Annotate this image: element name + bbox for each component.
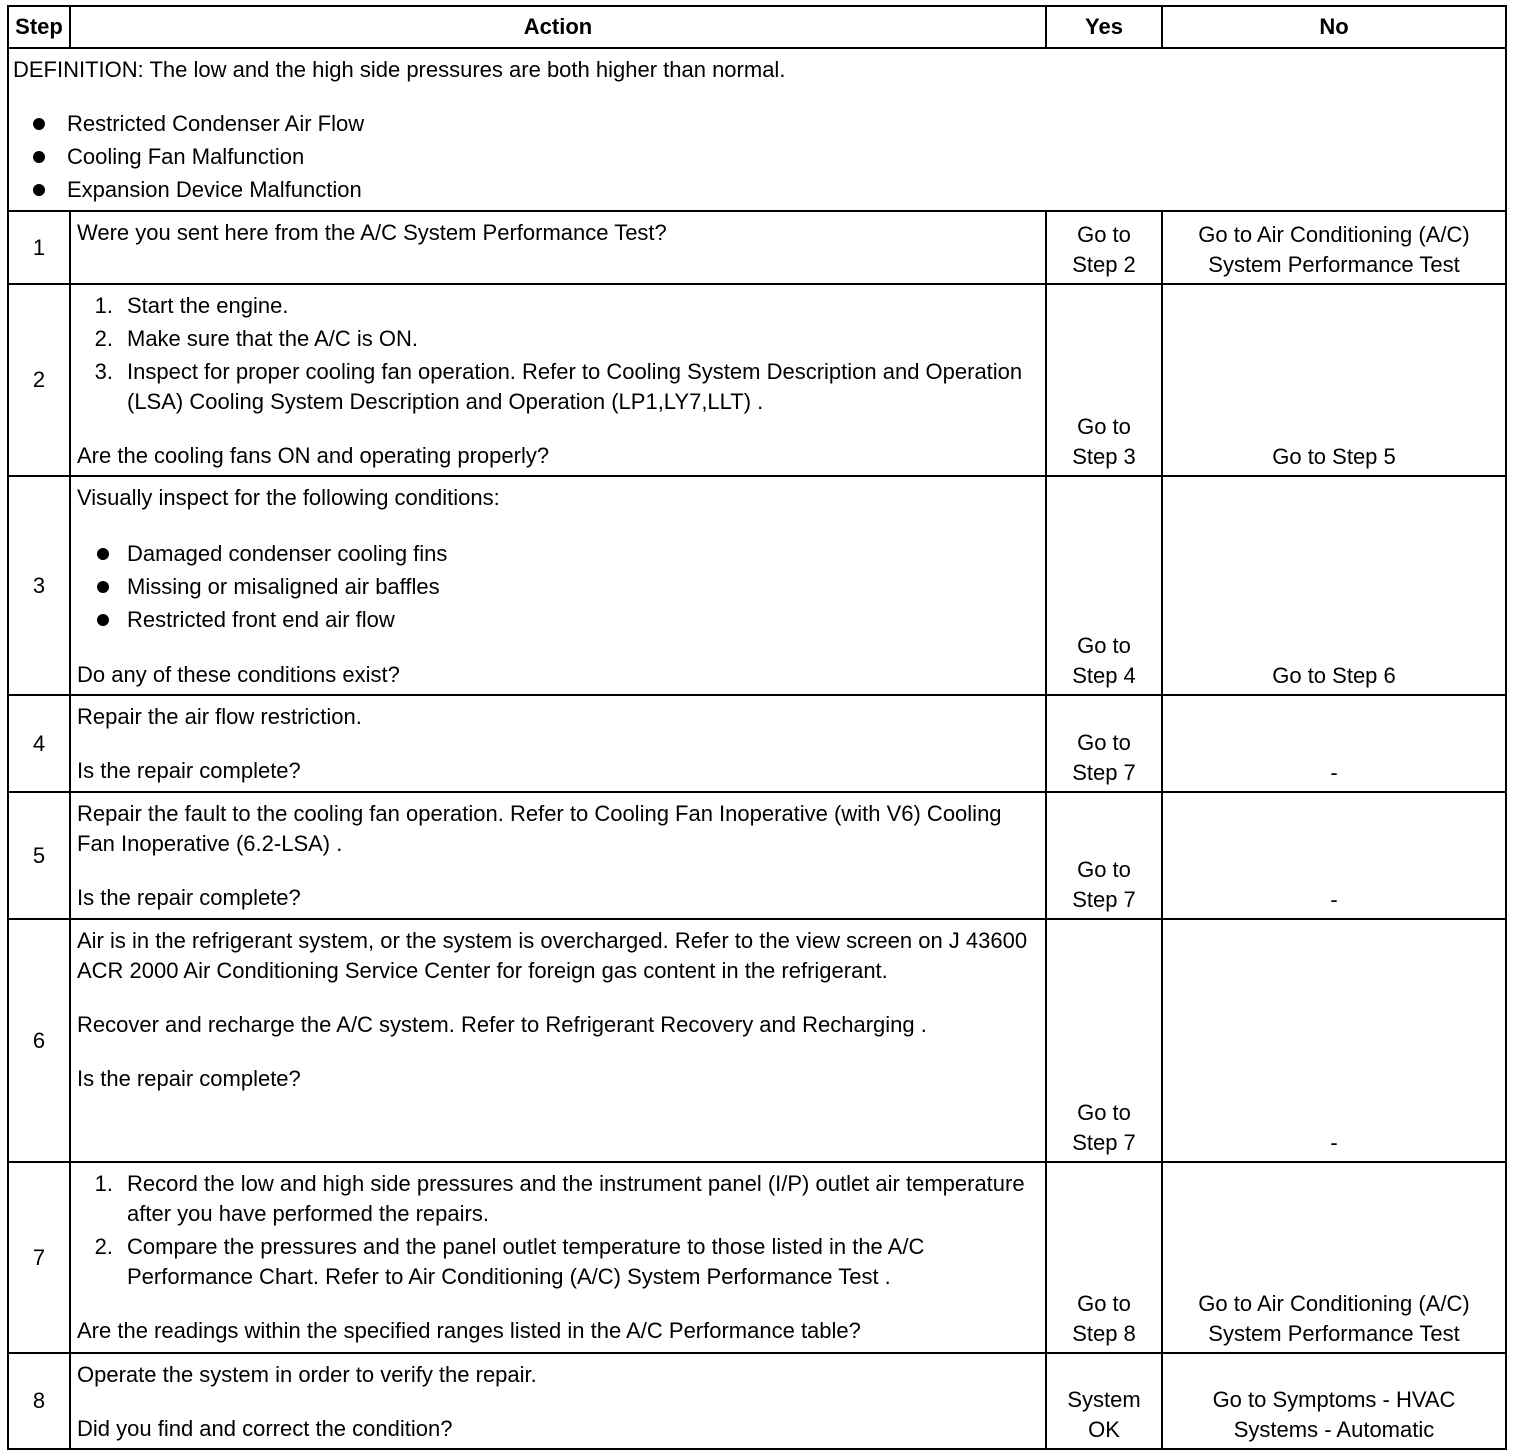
question-text: Are the cooling fans ON and operating properly? [77,443,550,468]
table-row [8,695,1506,792]
list-item: 2. Compare the pressures and the panel outlet temperature to those listed in the A/C Performance Chart. Refer to Air Conditioning (A/C) System Performance Test . [94,1234,925,1289]
header-no: No [1162,6,1506,48]
definition-cell [8,48,1506,211]
step-number: 7 [8,1162,70,1353]
yes-text: Step 7 [1072,887,1136,912]
diagnostic-table [7,5,1507,1450]
list-item: 2. Make sure that the A/C is ON. [94,326,419,351]
yes-text: Step 3 [1072,444,1136,469]
no-text: Go to Air Conditioning (A/C) [1198,1291,1470,1316]
no-text: - [1330,1130,1338,1155]
step-number: 4 [8,695,70,792]
action-text: Visually inspect for the following conditions: [77,485,500,510]
bullet-item: Restricted front end air flow [77,603,1039,636]
yes-cell [1046,792,1162,919]
yes-text: Go to [1077,857,1131,882]
no-cell [1162,695,1506,792]
table-row [8,1353,1506,1449]
yes-text: Go to [1077,222,1131,247]
definition-bullets [13,107,1499,206]
no-text: System Performance Test [1208,252,1460,277]
bullet-item: Cooling Fan Malfunction [13,140,1499,173]
question-text: Are the readings within the specified ranges listed in the A/C Performance table? [77,1318,861,1343]
yes-cell [1046,919,1162,1162]
table-row [8,1162,1506,1353]
yes-text: Go to [1077,633,1131,658]
yes-cell [1046,211,1162,284]
action-cell [70,1162,1046,1353]
table-row [8,211,1506,284]
no-text: - [1330,760,1338,785]
no-cell [1162,211,1506,284]
definition-row [8,48,1506,211]
action-text: Air is in the refrigerant system, or the system is overcharged. Refer to the view screen on J 43600 ACR 2000 Air Conditioning Service Center for foreign gas content in the refrigerant. [77,928,1028,983]
action-text: Were you sent here from the A/C System Performance Test? [77,220,667,245]
no-cell [1162,476,1506,695]
list-item: 3. Inspect for proper cooling fan operation. Refer to Cooling System Description and Operation (LSA) Cooling System Description and Operation (LP1,LY7,LLT) . [94,359,1023,414]
numbered-list [77,1169,1039,1292]
yes-text: Step 4 [1072,663,1136,688]
no-cell [1162,1353,1506,1449]
question-text: Is the repair complete? [77,758,301,783]
yes-cell [1046,476,1162,695]
no-text: System Performance Test [1208,1321,1460,1346]
yes-cell [1046,695,1162,792]
action-cell [70,695,1046,792]
no-text: Go to Air Conditioning (A/C) [1198,222,1470,247]
yes-cell [1046,1162,1162,1353]
question-text: Is the repair complete? [77,885,301,910]
table-row [8,919,1506,1162]
yes-text: Go to [1077,414,1131,439]
yes-cell [1046,1353,1162,1449]
table-row [8,792,1506,919]
action-text: Repair the air flow restriction. [77,704,362,729]
no-text: Go to Step 5 [1272,444,1396,469]
bullet-item: Missing or misaligned air baffles [77,570,1039,603]
numbered-list [77,291,1039,417]
yes-text: Step 2 [1072,252,1136,277]
header-action: Action [70,6,1046,48]
step-number: 1 [8,211,70,284]
yes-text: Step 7 [1072,760,1136,785]
question-text: Is the repair complete? [77,1066,301,1091]
question-text: Did you find and correct the condition? [77,1416,453,1441]
yes-text: Go to [1077,730,1131,755]
yes-cell [1046,284,1162,476]
table-row [8,284,1506,476]
header-yes: Yes [1046,6,1162,48]
yes-text: Go to [1077,1100,1131,1125]
condition-bullets [77,537,1039,636]
no-text: - [1330,887,1338,912]
list-item: 1. Record the low and high side pressures and the instrument panel (I/P) outlet air temperature after you have performed the repairs. [94,1171,1025,1226]
question-text: Do any of these conditions exist? [77,662,400,687]
bullet-item: Damaged condenser cooling fins [77,537,1039,570]
header-row [8,6,1506,48]
yes-text: OK [1088,1417,1120,1442]
action-cell [70,919,1046,1162]
step-number: 6 [8,919,70,1162]
action-cell [70,792,1046,919]
bullet-item: Restricted Condenser Air Flow [13,107,1499,140]
action-cell [70,476,1046,695]
action-cell [70,211,1046,284]
step-number: 3 [8,476,70,695]
list-item: 1. Start the engine. [94,293,289,318]
no-cell [1162,919,1506,1162]
table-row [8,476,1506,695]
action-text: Repair the fault to the cooling fan operation. Refer to Cooling Fan Inoperative (with V6) Cooling Fan Inoperative (6.2-LSA) . [77,801,1002,856]
no-text: Go to Step 6 [1272,663,1396,688]
yes-text: Go to [1077,1291,1131,1316]
step-number: 5 [8,792,70,919]
yes-text: Step 7 [1072,1130,1136,1155]
yes-text: Step 8 [1072,1321,1136,1346]
bullet-item: Expansion Device Malfunction [13,173,1499,206]
no-cell [1162,1162,1506,1353]
action-text: Recover and recharge the A/C system. Refer to Refrigerant Recovery and Recharging . [77,1012,927,1037]
action-text: Operate the system in order to verify the repair. [77,1362,537,1387]
no-cell [1162,284,1506,476]
definition-text: DEFINITION: The low and the high side pressures are both higher than normal. [13,57,786,82]
no-cell [1162,792,1506,919]
action-cell [70,284,1046,476]
header-step: Step [8,6,70,48]
no-text: Go to Symptoms - HVAC [1212,1387,1456,1412]
yes-text: System [1067,1387,1141,1412]
step-number: 2 [8,284,70,476]
no-text: Systems - Automatic [1233,1417,1435,1442]
action-cell [70,1353,1046,1449]
step-number: 8 [8,1353,70,1449]
